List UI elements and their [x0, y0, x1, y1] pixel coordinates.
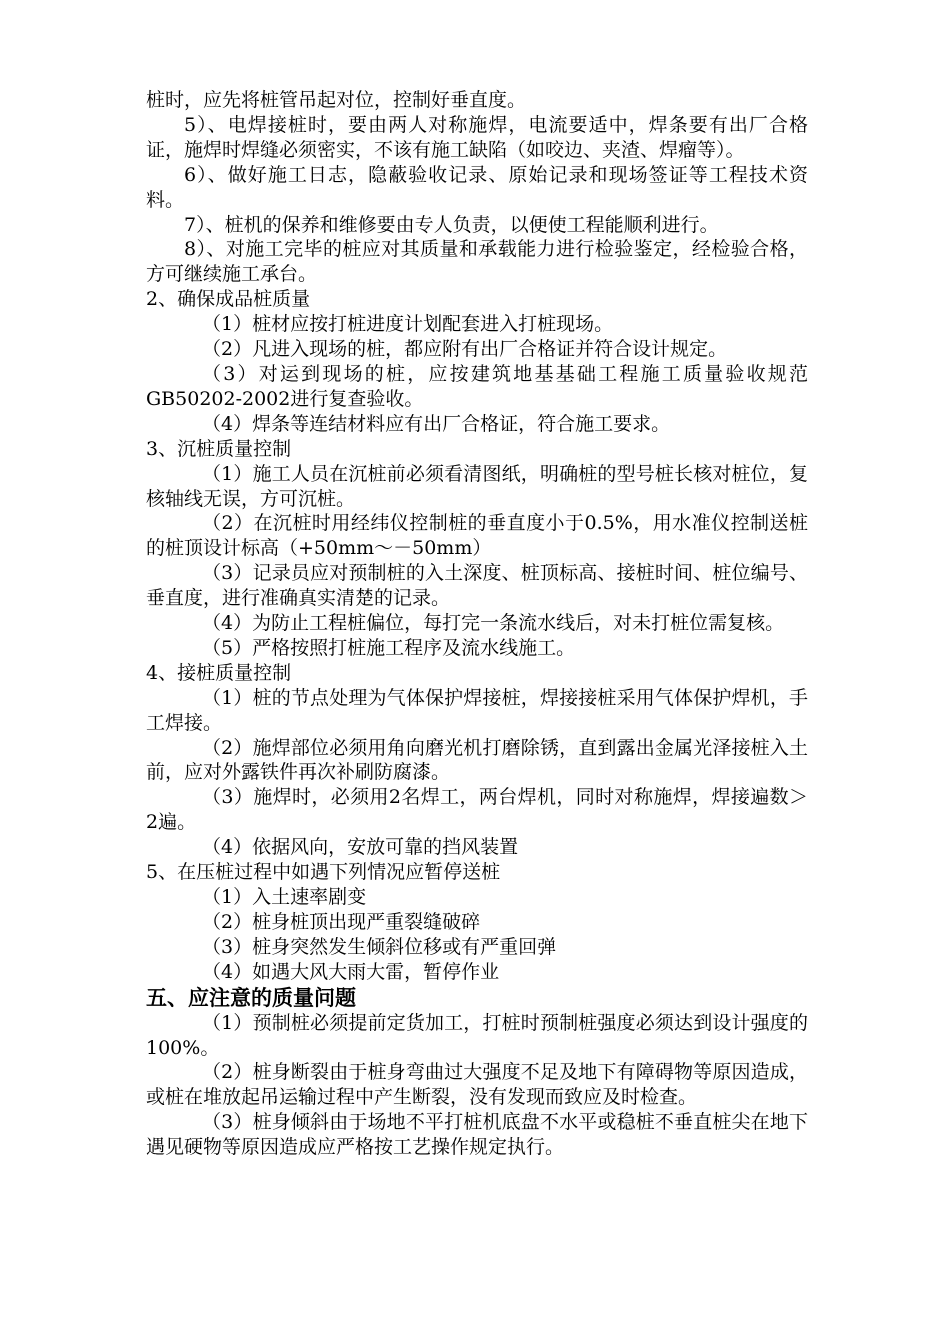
- paragraph-item-7: 7）、桩机的保养和维修要由专人负责，以便使工程能顺利进行。: [184, 213, 719, 236]
- section-4-item-4: （4）依据风向，安放可靠的挡风装置: [202, 836, 519, 859]
- section-3-item-5: （5）严格按照打桩施工程序及流水线施工。: [202, 636, 576, 659]
- section-5-item-1: （1）入土速率剧变: [202, 886, 367, 908]
- section-3-item-2: （2）在沉桩时用经纬仪控制桩的垂直度小于0.5%，用水准仪控制送桩的桩顶设计标高（+50mm～－50mm）: [146, 512, 808, 560]
- section-2-item-1-text: （1）桩材应按打桩进度计划配套进入打桩现场。: [202, 313, 614, 336]
- section-5-item-2: （2）桩身桩顶出现严重裂缝破碎: [202, 910, 481, 933]
- section-2-item-3: （3）对运到现场的桩，应按建筑地基基础工程施工质量验收规范GB50202-2002进行复查验收。: [146, 362, 808, 410]
- section-2-item-4-text: （4）焊条等连结材料应有出厂合格证，符合施工要求。: [202, 412, 671, 435]
- chapter-5-item-1: （1）预制桩必须提前定货加工，打桩时预制桩强度必须达到设计强度的100%。: [146, 1011, 808, 1059]
- section-3-heading: 3、沉桩质量控制: [146, 437, 292, 460]
- section-4-heading: 4、接桩质量控制: [146, 661, 292, 684]
- section-2-item-2-text: （2）凡进入现场的桩，都应附有出厂合格证并符合设计规定。: [202, 338, 728, 361]
- section-2-item: [146, 312, 808, 337]
- section-2-item: [146, 412, 808, 437]
- section-2-item: [146, 337, 808, 362]
- section-5-item-3: （3）桩身突然发生倾斜位移或有严重回弹: [202, 935, 557, 958]
- paragraph-item-5: 5）、电焊接桩时，要由两人对称施焊，电流要适中，焊条要有出厂合格证，施焊时焊缝必须密实，不该有施工缺陷（如咬边、夹渣、焊瘤等）。: [146, 113, 808, 161]
- section-5-heading: 5、在压桩过程中如遇下列情况应暂停送桩: [146, 861, 501, 884]
- section-2-heading: 2、确保成品桩质量: [146, 288, 311, 311]
- section-5-item-4: （4）如遇大风大雨大雷，暂停作业: [202, 960, 500, 983]
- chapter-5-item-2: （2）桩身断裂由于桩身弯曲过大强度不足及地下有障碍物等原因造成，或桩在堆放起吊运输过程中产生断裂，没有发现而致应及时检查。: [146, 1061, 808, 1109]
- section-3-item-4: （4）为防止工程桩偏位，每打完一条流水线后，对未打桩位需复核。: [202, 612, 785, 635]
- document-body: [146, 88, 808, 1160]
- section-4-item-2: （2）施焊部位必须用角向磨光机打磨除锈，直到露出金属光泽接桩入土前，应对外露铁件再次补刷防腐漆。: [146, 736, 808, 784]
- paragraph-item-6: 6）、做好施工日志，隐蔽验收记录、原始记录和现场签证等工程技术资料。: [146, 163, 808, 211]
- section-3-item-3: （3）记录员应对预制桩的入土深度、桩顶标高、接桩时间、桩位编号、垂直度，进行准确真实清楚的记录。: [146, 562, 808, 610]
- section-4-item-1: （1）桩的节点处理为气体保护焊接桩，焊接接桩采用气体保护焊机，手工焊接。: [146, 686, 808, 734]
- continued-paragraph: 桩时，应先将桩管吊起对位，控制好垂直度。: [146, 89, 527, 111]
- section-3-item-1: （1）施工人员在沉桩前必须看清图纸，明确桩的型号桩长核对桩位，复核轴线无误，方可沉桩。: [146, 462, 808, 510]
- chapter-5-item-3: （3）桩身倾斜由于场地不平打桩机底盘不水平或稳桩不垂直桩尖在地下遇见硬物等原因造成应严格按工艺操作规定执行。: [146, 1111, 808, 1159]
- paragraph-item-8: 8）、对施工完毕的桩应对其质量和承载能力进行检验鉴定，经检验合格，方可继续施工承台。: [146, 238, 808, 286]
- chapter-5-heading: 五、应注意的质量问题: [146, 985, 356, 1010]
- section-4-item-3: （3）施焊时，必须用2名焊工，两台焊机，同时对称施焊，焊接遍数＞2遍。: [146, 786, 808, 834]
